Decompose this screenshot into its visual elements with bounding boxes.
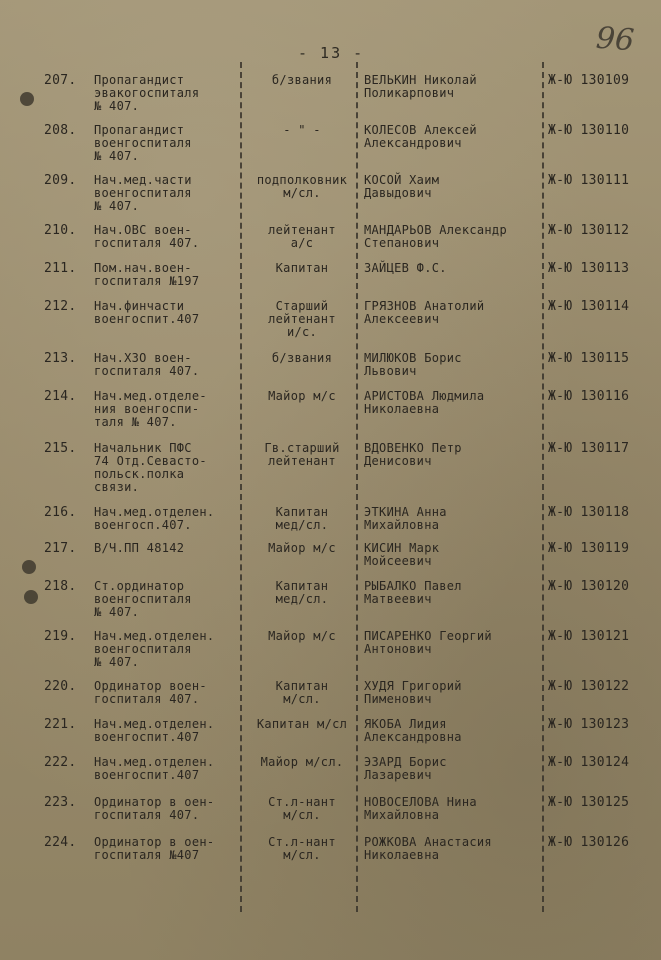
award-number-cell: Ж-Ю 130111: [548, 173, 630, 188]
rank-cell: Майор м/с: [268, 541, 336, 555]
rank-cell: Капитан: [275, 261, 329, 275]
name-cell: ЭЗАРД Борис Лазаревич: [364, 755, 447, 782]
rank-cell: Майор м/с: [268, 389, 336, 403]
rank-cell: Ст.л-нант м/сл.: [268, 795, 336, 822]
name-cell: КОЛЕСОВ Алексей Александрович: [364, 123, 477, 150]
position-cell: Нач.мед.отделен. военгосп.407.: [94, 505, 215, 532]
position-cell: Нач.финчасти военгоспит.407: [94, 299, 200, 326]
row-number: 215.: [44, 441, 77, 456]
column-divider: [356, 62, 358, 912]
row-number: 208.: [44, 123, 77, 138]
award-number-cell: Ж-Ю 130124: [548, 755, 630, 770]
position-cell: Ординатор в оен- госпиталя 407.: [94, 795, 215, 822]
name-cell: РЫБАЛКО Павел Матвеевич: [364, 579, 462, 606]
award-number-cell: Ж-Ю 130113: [548, 261, 630, 276]
name-cell: МАНДАРЬОВ Александр Степанович: [364, 223, 507, 250]
name-cell: ЗАЙЦЕВ Ф.С.: [364, 261, 447, 275]
rank-cell: лейтенант а/с: [268, 223, 336, 250]
name-cell: МИЛЮКОВ Борис Львович: [364, 351, 462, 378]
award-number-cell: Ж-Ю 130110: [548, 123, 630, 138]
rank-cell: Майор м/сл.: [260, 755, 344, 769]
rank-cell: Капитан мед/сл.: [275, 505, 329, 532]
rank-cell: подполковник м/сл.: [256, 173, 348, 200]
position-cell: Ординатор воен- госпиталя 407.: [94, 679, 207, 706]
name-cell: ЯКОБА Лидия Александровна: [364, 717, 462, 744]
name-cell: ГРЯЗНОВ Анатолий Алексеевич: [364, 299, 485, 326]
award-number-cell: Ж-Ю 130126: [548, 835, 630, 850]
name-cell: НОВОСЕЛОВА Нина Михайловна: [364, 795, 477, 822]
position-cell: Пом.нач.воен- госпиталя №197: [94, 261, 200, 288]
award-number-cell: Ж-Ю 130118: [548, 505, 630, 520]
row-number: 212.: [44, 299, 77, 314]
rank-cell: - " -: [283, 123, 321, 137]
position-cell: Пропагандист эвакогоспиталя № 407.: [94, 73, 200, 113]
position-cell: Нач.мед.отделен. военгоспит.407: [94, 755, 215, 782]
rank-cell: Капитан мед/сл.: [275, 579, 329, 606]
award-number-cell: Ж-Ю 130117: [548, 441, 630, 456]
row-number: 207.: [44, 73, 77, 88]
position-cell: Ст.ординатор военгоспиталя № 407.: [94, 579, 192, 619]
position-cell: Нач.ХЗО воен- госпиталя 407.: [94, 351, 200, 378]
row-number: 217.: [44, 541, 77, 556]
award-number-cell: Ж-Ю 130120: [548, 579, 630, 594]
position-cell: В/Ч.ПП 48142: [94, 541, 185, 555]
name-cell: АРИСТОВА Людмила Николаевна: [364, 389, 485, 416]
award-number-cell: Ж-Ю 130121: [548, 629, 630, 644]
rank-cell: Ст.л-нант м/сл.: [268, 835, 336, 862]
row-number: 210.: [44, 223, 77, 238]
name-cell: ВДОВЕНКО Петр Денисович: [364, 441, 462, 468]
position-cell: Нач.мед.части военгоспиталя № 407.: [94, 173, 192, 213]
name-cell: КИСИН Марк Мойсеевич: [364, 541, 440, 568]
row-number: 219.: [44, 629, 77, 644]
name-cell: ВЕЛЬКИН Николай Поликарпович: [364, 73, 477, 100]
punch-hole: [20, 92, 34, 106]
award-number-cell: Ж-Ю 130109: [548, 73, 630, 88]
row-number: 222.: [44, 755, 77, 770]
award-number-cell: Ж-Ю 130119: [548, 541, 630, 556]
award-number-cell: Ж-Ю 130123: [548, 717, 630, 732]
position-cell: Пропагандист военгоспиталя № 407.: [94, 123, 192, 163]
row-number: 211.: [44, 261, 77, 276]
award-number-cell: Ж-Ю 130125: [548, 795, 630, 810]
position-cell: Нач.ОВС воен- госпиталя 407.: [94, 223, 200, 250]
row-number: 218.: [44, 579, 77, 594]
rank-cell: Гв.старший лейтенант: [264, 441, 340, 468]
award-number-cell: Ж-Ю 130114: [548, 299, 630, 314]
row-number: 221.: [44, 717, 77, 732]
punch-hole: [22, 560, 36, 574]
row-number: 223.: [44, 795, 77, 810]
page-number: - 13 -: [298, 44, 365, 62]
name-cell: КОСОЙ Хаим Давыдович: [364, 173, 440, 200]
rank-cell: б/звания: [271, 351, 333, 365]
award-number-cell: Ж-Ю 130122: [548, 679, 630, 694]
position-cell: Ординатор в оен- госпиталя №407: [94, 835, 215, 862]
row-number: 214.: [44, 389, 77, 404]
row-number: 213.: [44, 351, 77, 366]
row-number: 216.: [44, 505, 77, 520]
rank-cell: Старший лейтенант и/с.: [268, 299, 336, 339]
sheet-number: 96: [594, 20, 636, 59]
position-cell: Нач.мед.отделен. военгоспит.407: [94, 717, 215, 744]
position-cell: Начальник ПФС 74 Отд.Севасто- польск.полка связи.: [94, 441, 207, 494]
name-cell: ХУДЯ Григорий Пименович: [364, 679, 462, 706]
row-number: 220.: [44, 679, 77, 694]
award-number-cell: Ж-Ю 130112: [548, 223, 630, 238]
punch-hole: [24, 590, 38, 604]
award-number-cell: Ж-Ю 130116: [548, 389, 630, 404]
position-cell: Нач.мед.отделе- ния военгоспи- таля № 407.: [94, 389, 207, 429]
award-number-cell: Ж-Ю 130115: [548, 351, 630, 366]
row-number: 209.: [44, 173, 77, 188]
name-cell: ПИСАРЕНКО Георгий Антонович: [364, 629, 492, 656]
row-number: 224.: [44, 835, 77, 850]
rank-cell: Капитан м/сл.: [275, 679, 329, 706]
rank-cell: Майор м/с: [268, 629, 336, 643]
name-cell: РОЖКОВА Анастасия Николаевна: [364, 835, 492, 862]
rank-cell: Капитан м/сл: [256, 717, 348, 731]
position-cell: Нач.мед.отделен. военгоспиталя № 407.: [94, 629, 215, 669]
rank-cell: б/звания: [271, 73, 333, 87]
name-cell: ЭТКИНА Анна Михайловна: [364, 505, 447, 532]
